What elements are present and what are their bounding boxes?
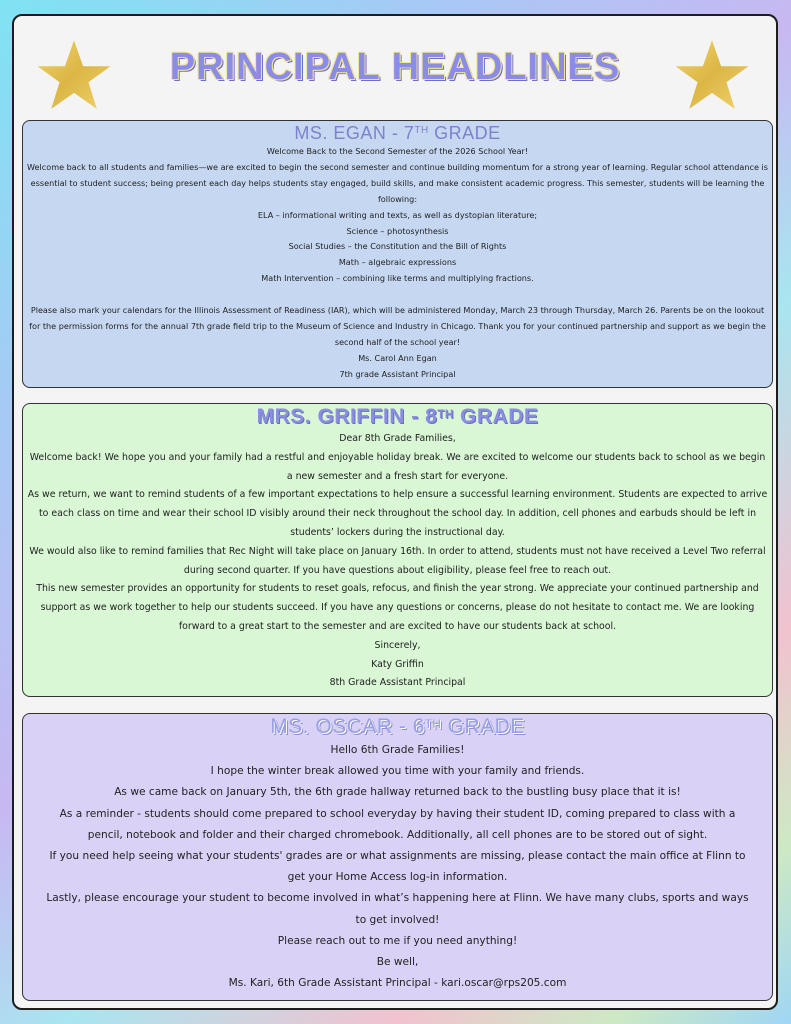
spacer <box>23 287 772 303</box>
signature-name: Katy Griffin <box>371 658 424 670</box>
section-oscar-6th-grade <box>22 713 773 1001</box>
paragraph: ELA – informational writing and texts, as well as dystopian literature; <box>257 209 538 220</box>
paragraph: Math – algebraic expressions <box>338 257 457 268</box>
signature-title: 7th grade Assistant Principal <box>339 368 456 379</box>
paragraph: Welcome back to all students and families—we are excited to begin the second semester and continue building momentum for a strong year of learning. Regular school attendance is essential to student success; being present each day helps students stay engaged, build skills, and make consistent academic progress. This semester, students will be learning the following: <box>27 161 768 204</box>
closing: Sincerely, <box>374 639 421 651</box>
paragraph: As we came back on January 5th, the 6th grade hallway returned back to the bustling busy place that it is! <box>114 786 681 799</box>
paragraph: If you need help seeing what your students' grades are or what assignments are missing, please contact the main office at Flinn to get your Home Access log-in information. <box>49 850 746 884</box>
signature-title: 8th Grade Assistant Principal <box>329 677 466 689</box>
paragraph: This new semester provides an opportunity for students to reset goals, refocus, and finish the year strong. We appreciate your continued partnership and support as we work together to help our students succeed. If you have any questions or concerns, please do not hesitate to contact me. We are looking forward to a great start to the semester and are excited to have our students back at school. <box>36 583 759 632</box>
paragraph: As a reminder - students should come prepared to school everyday by having their student ID, coming prepared to class with a pencil, notebook and folder and their charged chromebook. Additionally, all cell phones are to be stored out of sight. <box>59 807 736 841</box>
paragraph: I hope the winter break allowed you time with your family and friends. <box>210 765 585 778</box>
paragraph: Please reach out to me if you need anything! <box>277 934 518 947</box>
section-egan-7th-grade <box>22 120 773 388</box>
paragraph: Lastly, please encourage your student to become involved in what’s happening here at Flinn. We have many clubs, sports and ways to get involved! <box>46 892 749 926</box>
section-heading: MS. EGAN - 7TH GRADE <box>294 123 501 143</box>
paragraph: Social Studies – the Constitution and the Bill of Rights <box>288 241 507 252</box>
section-heading: MRS. GRIFFIN - 8TH GRADE <box>256 405 539 428</box>
paragraph: Welcome back! We hope you and your family had a restful and enjoyable holiday break. We are excited to welcome our students back to school as we begin a new semester and a fresh start for everyone. <box>29 451 766 482</box>
paragraph: Science – photosynthesis <box>346 225 449 236</box>
paragraph: Please also mark your calendars for the Illinois Assessment of Readiness (IAR), which will be administered Monday, March 23 through Thursday, March 26. Parents be on the lookout for the permission forms for the annual 7th grade field trip to the Museum of Science and Industry in Chicago. Thank you for your continued partnership and support as we begin the second half of the school year! <box>29 305 766 347</box>
section-griffin-8th-grade <box>22 403 773 697</box>
section-heading: MS. OSCAR - 6TH GRADE <box>270 715 525 738</box>
greeting: Hello 6th Grade Families! <box>330 744 465 756</box>
greeting: Dear 8th Grade Families, <box>339 433 456 444</box>
newsletter-page <box>12 14 778 1010</box>
closing: Be well, <box>376 956 419 969</box>
page-title: PRINCIPAL HEADLINES <box>169 46 621 88</box>
paragraph: As we return, we want to remind students of a few important expectations to help ensure a successful learning environment. Students are expected to arrive to each class on time and wear their school ID visibly around their neck throughout the school day. In addition, cell phones and earbuds should be left in students’ lockers during the instructional day. <box>27 489 768 538</box>
paragraph: We would also like to remind families that Rec Night will take place on January 16th. In order to attend, students must not have received a Level Two referral during second quarter. If you have questions about eligibility, please feel free to reach out. <box>29 545 766 576</box>
signature-name: Ms. Carol Ann Egan <box>358 352 437 363</box>
signature-line: Ms. Kari, 6th Grade Assistant Principal - kari.oscar@rps205.com <box>228 977 567 990</box>
paragraph: Welcome Back to the Second Semester of the 2026 School Year! <box>266 146 529 156</box>
paragraph: Math Intervention – combining like terms and multiplying fractions. <box>261 273 534 284</box>
